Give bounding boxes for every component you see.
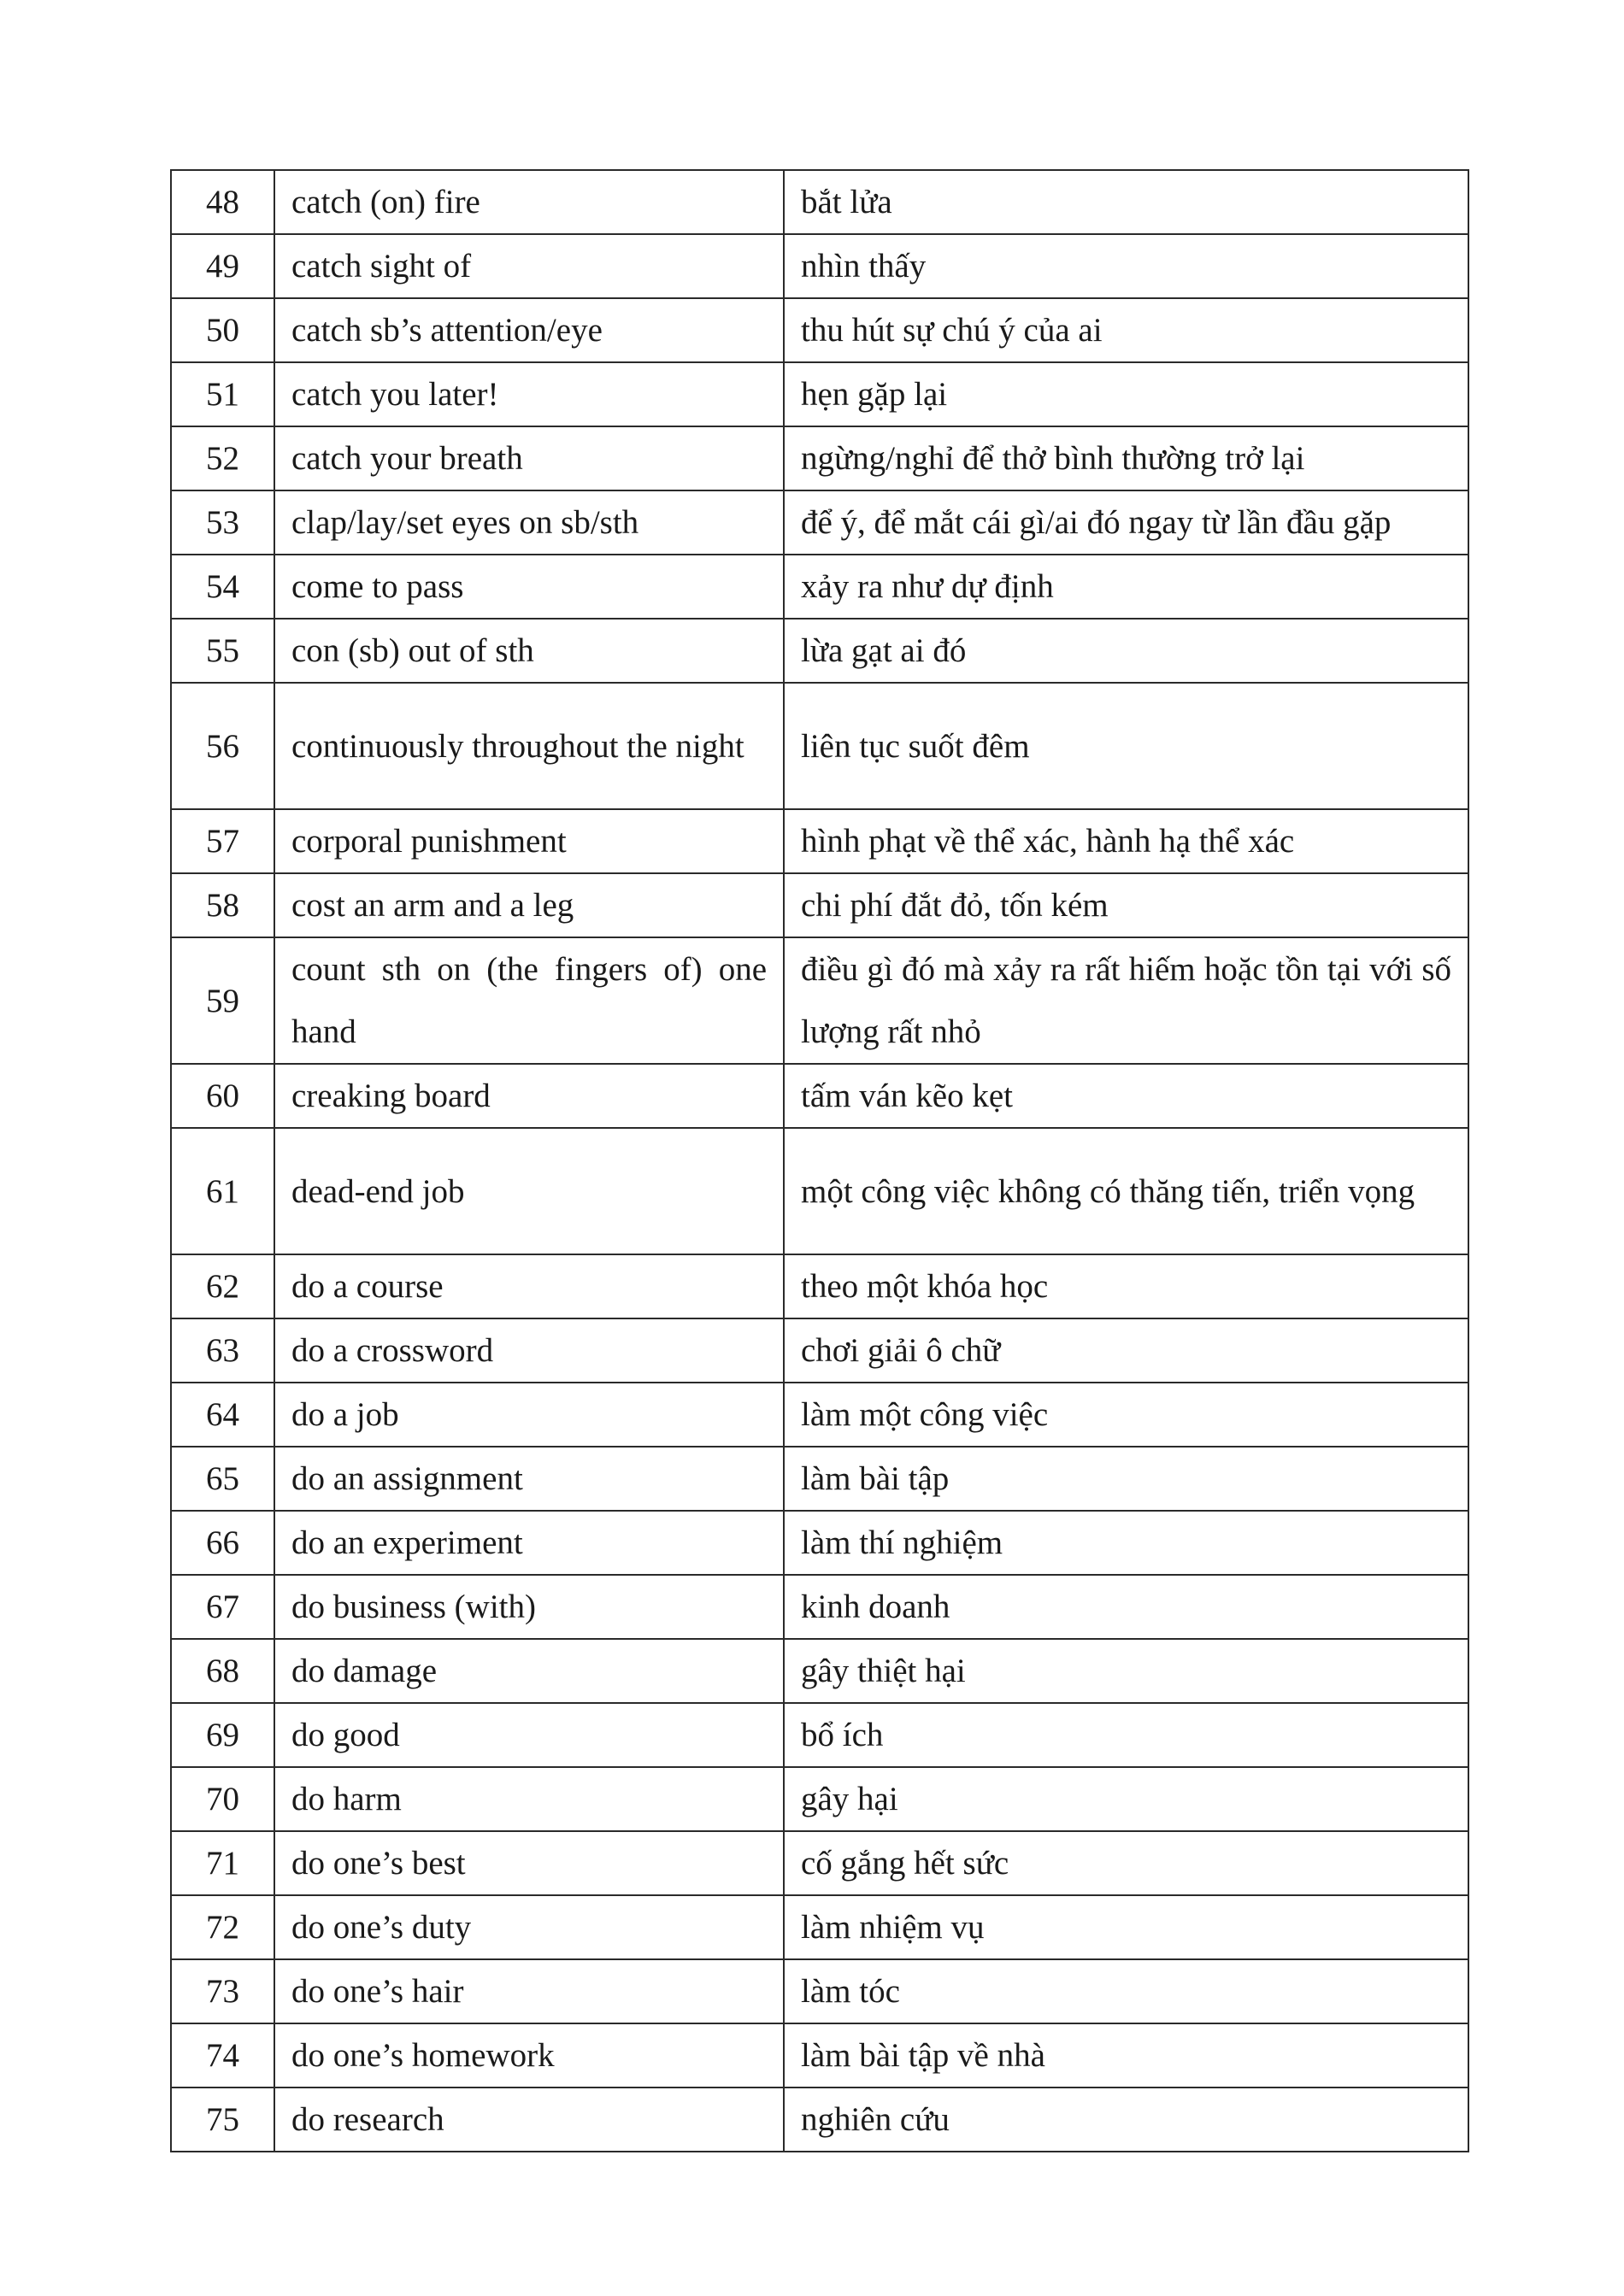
meaning-cell: nhìn thấy: [784, 234, 1468, 298]
row-number: 74: [171, 2023, 274, 2088]
phrase-cell: dead-end job: [274, 1128, 784, 1254]
meaning-cell: chơi giải ô chữ: [784, 1318, 1468, 1383]
row-number: 58: [171, 873, 274, 937]
phrase-cell: creaking board: [274, 1064, 784, 1128]
vocabulary-table-body: [171, 170, 1468, 2152]
meaning-cell: lừa gạt ai đó: [784, 619, 1468, 683]
row-number: 52: [171, 426, 274, 490]
meaning-cell: cố gắng hết sức: [784, 1831, 1468, 1895]
table-row: [171, 1254, 1468, 1318]
meaning-cell: hẹn gặp lại: [784, 362, 1468, 426]
phrase-cell: corporal punishment: [274, 809, 784, 873]
phrase-cell: do one’s homework: [274, 2023, 784, 2088]
row-number: 59: [171, 937, 274, 1064]
meaning-cell: làm thí nghiệm: [784, 1511, 1468, 1575]
meaning-cell: làm nhiệm vụ: [784, 1895, 1468, 1959]
phrase-cell: cost an arm and a leg: [274, 873, 784, 937]
table-row: [171, 937, 1468, 1064]
table-row: [171, 1447, 1468, 1511]
table-row: [171, 1639, 1468, 1703]
phrase-cell: do research: [274, 2088, 784, 2152]
table-row: [171, 490, 1468, 555]
phrase-cell: do an experiment: [274, 1511, 784, 1575]
meaning-cell: liên tục suốt đêm: [784, 683, 1468, 809]
row-number: 70: [171, 1767, 274, 1831]
row-number: 64: [171, 1383, 274, 1447]
phrase-cell: catch your breath: [274, 426, 784, 490]
table-row: [171, 1318, 1468, 1383]
meaning-cell: một công việc không có thăng tiến, triển vọng: [784, 1128, 1468, 1254]
phrase-cell: do harm: [274, 1767, 784, 1831]
meaning-cell: làm tóc: [784, 1959, 1468, 2023]
table-row: [171, 683, 1468, 809]
meaning-cell: làm bài tập: [784, 1447, 1468, 1511]
table-row: [171, 362, 1468, 426]
phrase-cell: do a course: [274, 1254, 784, 1318]
meaning-cell: nghiên cứu: [784, 2088, 1468, 2152]
phrase-cell: do damage: [274, 1639, 784, 1703]
table-row: [171, 1895, 1468, 1959]
row-number: 67: [171, 1575, 274, 1639]
row-number: 72: [171, 1895, 274, 1959]
phrase-cell: catch you later!: [274, 362, 784, 426]
phrase-cell: continuously throughout the night: [274, 683, 784, 809]
row-number: 71: [171, 1831, 274, 1895]
table-row: [171, 234, 1468, 298]
table-row: [171, 1831, 1468, 1895]
row-number: 49: [171, 234, 274, 298]
row-number: 61: [171, 1128, 274, 1254]
vocabulary-table: [170, 169, 1469, 2152]
table-row: [171, 426, 1468, 490]
meaning-cell: để ý, để mắt cái gì/ai đó ngay từ lần đầu gặp: [784, 490, 1468, 555]
table-row: [171, 170, 1468, 234]
table-row: [171, 1511, 1468, 1575]
row-number: 73: [171, 1959, 274, 2023]
meaning-cell: hình phạt về thể xác, hành hạ thể xác: [784, 809, 1468, 873]
phrase-cell: do an assignment: [274, 1447, 784, 1511]
phrase-cell: do one’s best: [274, 1831, 784, 1895]
phrase-cell: do one’s hair: [274, 1959, 784, 2023]
row-number: 60: [171, 1064, 274, 1128]
table-row: [171, 1703, 1468, 1767]
meaning-cell: kinh doanh: [784, 1575, 1468, 1639]
phrase-cell: catch sb’s attention/eye: [274, 298, 784, 362]
phrase-cell: do a crossword: [274, 1318, 784, 1383]
row-number: 69: [171, 1703, 274, 1767]
meaning-cell: gây hại: [784, 1767, 1468, 1831]
row-number: 66: [171, 1511, 274, 1575]
table-row: [171, 809, 1468, 873]
meaning-cell: tấm ván kẽo kẹt: [784, 1064, 1468, 1128]
phrase-cell: do business (with): [274, 1575, 784, 1639]
row-number: 55: [171, 619, 274, 683]
meaning-cell: điều gì đó mà xảy ra rất hiếm hoặc tồn tại với số lượng rất nhỏ: [784, 937, 1468, 1064]
table-row: [171, 555, 1468, 619]
phrase-cell: count sth on (the fingers of) one hand: [274, 937, 784, 1064]
row-number: 56: [171, 683, 274, 809]
phrase-cell: do good: [274, 1703, 784, 1767]
row-number: 53: [171, 490, 274, 555]
meaning-cell: gây thiệt hại: [784, 1639, 1468, 1703]
meaning-cell: theo một khóa học: [784, 1254, 1468, 1318]
meaning-cell: xảy ra như dự định: [784, 555, 1468, 619]
row-number: 51: [171, 362, 274, 426]
phrase-cell: come to pass: [274, 555, 784, 619]
row-number: 63: [171, 1318, 274, 1383]
table-row: [171, 873, 1468, 937]
phrase-cell: con (sb) out of sth: [274, 619, 784, 683]
table-row: [171, 298, 1468, 362]
row-number: 68: [171, 1639, 274, 1703]
meaning-cell: làm bài tập về nhà: [784, 2023, 1468, 2088]
phrase-cell: clap/lay/set eyes on sb/sth: [274, 490, 784, 555]
table-row: [171, 619, 1468, 683]
row-number: 54: [171, 555, 274, 619]
table-row: [171, 2023, 1468, 2088]
table-row: [171, 1064, 1468, 1128]
row-number: 65: [171, 1447, 274, 1511]
phrase-cell: catch (on) fire: [274, 170, 784, 234]
row-number: 62: [171, 1254, 274, 1318]
table-row: [171, 2088, 1468, 2152]
phrase-cell: catch sight of: [274, 234, 784, 298]
row-number: 48: [171, 170, 274, 234]
meaning-cell: thu hút sự chú ý của ai: [784, 298, 1468, 362]
table-row: [171, 1383, 1468, 1447]
table-row: [171, 1128, 1468, 1254]
meaning-cell: bắt lửa: [784, 170, 1468, 234]
phrase-cell: do one’s duty: [274, 1895, 784, 1959]
meaning-cell: bổ ích: [784, 1703, 1468, 1767]
table-row: [171, 1959, 1468, 2023]
table-row: [171, 1575, 1468, 1639]
meaning-cell: chi phí đắt đỏ, tốn kém: [784, 873, 1468, 937]
meaning-cell: làm một công việc: [784, 1383, 1468, 1447]
meaning-cell: ngừng/nghỉ để thở bình thường trở lại: [784, 426, 1468, 490]
row-number: 50: [171, 298, 274, 362]
row-number: 57: [171, 809, 274, 873]
phrase-cell: do a job: [274, 1383, 784, 1447]
row-number: 75: [171, 2088, 274, 2152]
table-row: [171, 1767, 1468, 1831]
